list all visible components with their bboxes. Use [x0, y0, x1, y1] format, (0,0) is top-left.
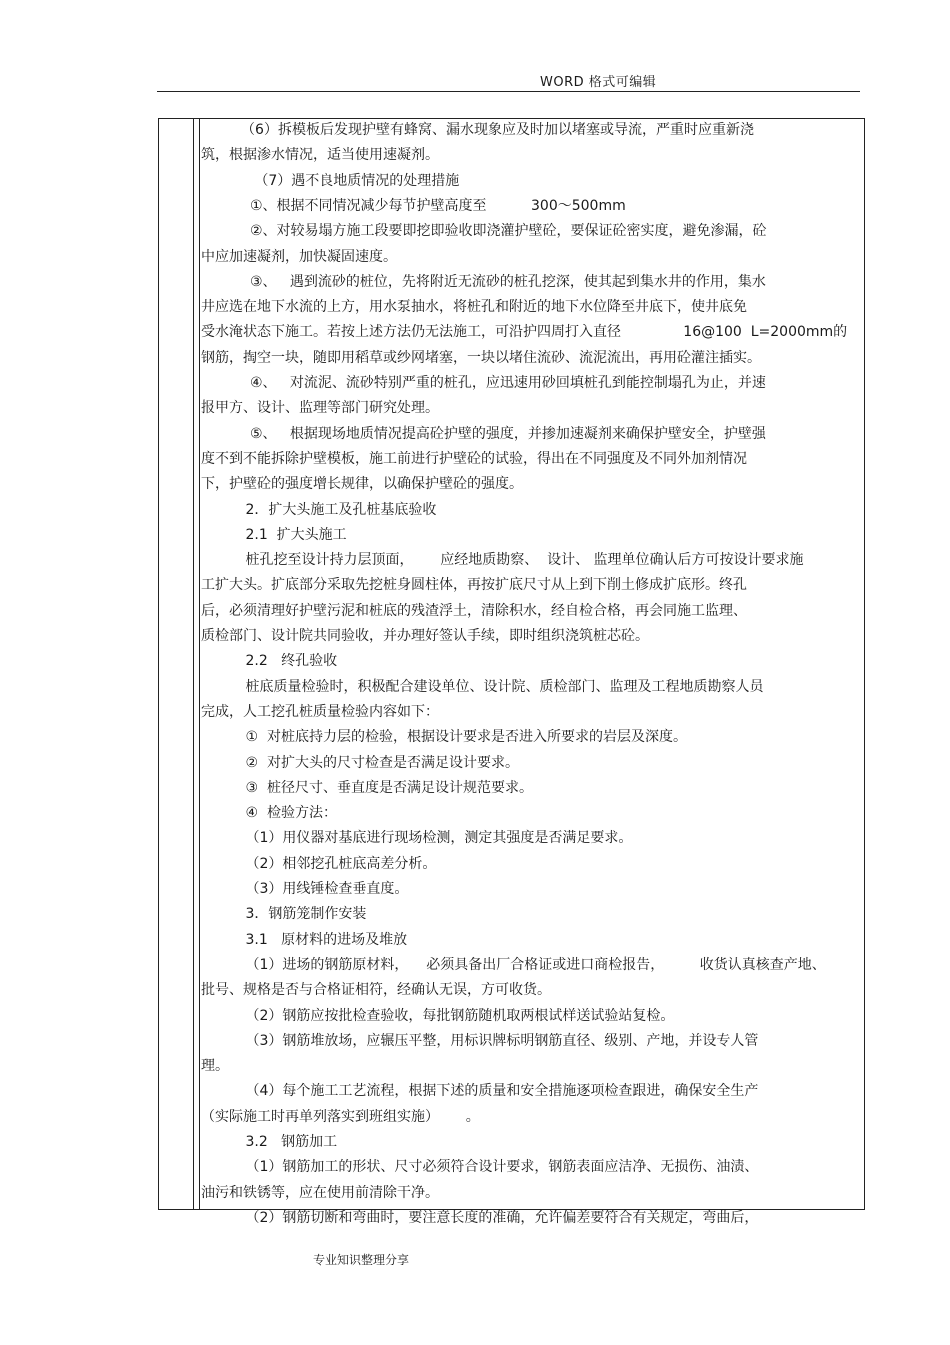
text-line: 3.1 原材料的进场及堆放 — [201, 931, 408, 948]
text-line: 2.1 扩大头施工 — [201, 526, 347, 543]
text-line: 2.2 终孔验收 — [201, 653, 338, 670]
text-line: 钢筋，掏空一块，随即用稻草或纱网堵塞，一块以堵住流砂、流泥流出，再用砼灌注插实。 — [201, 349, 761, 366]
text-line: ④、 对流泥、流砂特别严重的桩孔，应迅速用砂回填桩孔到能控制塌孔为止，并速 — [201, 375, 766, 391]
text-line: ⑤、 根据现场地质情况提高砼护壁的强度，并掺加速凝剂来确保护壁安全，护壁强 — [201, 425, 766, 442]
text-line: 3．钢筋笼制作安装 — [201, 906, 367, 923]
text-line: 桩底质量检验时，积极配合建设单位、设计院、质检部门、监理及工程地质勘察人员 — [201, 678, 764, 695]
text-line: （6）拆模板后发现护壁有蜂窝、漏水现象应及时加以堵塞或导流，严重时应重新浇 — [201, 122, 754, 138]
text-line: 理。 — [201, 1058, 229, 1075]
text-line: 批号、规格是否与合格证相符，经确认无误，方可收货。 — [201, 982, 551, 999]
text-line: （1）用仪器对基底进行现场检测，测定其强度是否满足要求。 — [201, 830, 633, 847]
text-line: 中应加速凝剂，加快凝固速度。 — [201, 248, 397, 265]
text-line: ②、对较易塌方施工段要即挖即验收即浇灌护壁砼，要保证砼密实度，避免渗漏，砼 — [201, 223, 767, 240]
page-footer: 专业知识整理分享 — [313, 1253, 410, 1267]
text-line: ② 对扩大头的尺寸检查是否满足设计要求。 — [201, 754, 519, 771]
text-line: 质检部门、设计院共同验收，并办理好签认手续，即时组织浇筑桩芯砼。 — [201, 628, 649, 644]
text-line: （实际施工时再单列落实到班组实施） 。 — [201, 1108, 480, 1125]
header-divider — [157, 91, 860, 92]
text-line: （3）钢筋堆放场，应辗压平整，用标识牌标明钢筋直径、级别、产地，并设专人管 — [201, 1032, 759, 1049]
text-line: （2）钢筋切断和弯曲时，要注意长度的准确，允许偏差要符合有关规定，弯曲后， — [201, 1209, 759, 1226]
text-line: ①、根据不同情况减少每节护壁高度至 300～500mm — [201, 197, 626, 214]
table-column-divider-2 — [199, 119, 200, 1209]
text-line: （2）相邻挖孔桩底高差分析。 — [201, 855, 437, 872]
text-line: 度不到不能拆除护壁模板，施工前进行护壁砼的试验，得出在不同强度及不同外加剂情况 — [201, 450, 747, 467]
text-line: 工扩大头。扩底部分采取先挖桩身圆柱体，再按扩底尺寸从上到下削土修成扩底形。终孔 — [201, 577, 747, 594]
text-line: ③ 桩径尺寸、垂直度是否满足设计规范要求。 — [201, 779, 533, 796]
text-line: ① 对桩底持力层的检验，根据设计要求是否进入所要求的岩层及深度。 — [201, 729, 687, 746]
text-line: （4）每个施工工艺流程，根据下述的质量和安全措施逐项检查跟进，确保安全生产 — [201, 1083, 759, 1100]
text-line: 油污和铁锈等，应在使用前清除干净。 — [201, 1184, 439, 1201]
text-line: 筑，根据渗水情况，适当使用速凝剂。 — [201, 147, 439, 164]
page-header: WORD 格式可编辑 — [540, 75, 657, 90]
table-column-divider-1 — [193, 119, 194, 1209]
text-line: ③、 遇到流砂的桩位，先将附近无流砂的桩孔挖深，使其起到集水井的作用，集水 — [201, 273, 766, 290]
text-line: （1）钢筋加工的形状、尺寸必须符合设计要求，钢筋表面应洁净、无损伤、油渍、 — [201, 1159, 759, 1176]
text-line: 受水淹状态下施工。若按上述方法仍无法施工，可沿护四周打入直径 16@100 L=2000mm的 — [201, 324, 848, 341]
text-line: 桩孔挖至设计持力层顶面， 应经地质勘察、 设计、 监理单位确认后方可按设计要求施 — [201, 552, 804, 569]
text-line: 报甲方、设计、监理等部门研究处理。 — [201, 400, 439, 417]
text-line: （7）遇不良地质情况的处理措施 — [201, 172, 460, 189]
text-line: 完成，人工挖孔桩质量检验内容如下： — [201, 703, 439, 720]
text-line: 3.2 钢筋加工 — [201, 1134, 338, 1150]
text-line: 下，护壁砼的强度增长规律，以确保护壁砼的强度。 — [201, 476, 523, 493]
text-line: （1）进场的钢筋原材料， 必须具备出厂合格证或进口商检报告， 收货认真核查产地、 — [201, 956, 826, 973]
text-line: 后，必须清理好护壁污泥和桩底的残渣浮土，清除积水，经自检合格，再会同施工监理、 — [201, 602, 747, 619]
text-line: 井应选在地下水流的上方，用水泵抽水，将桩孔和附近的地下水位降至井底下，使井底免 — [201, 299, 747, 316]
text-line: 2．扩大头施工及孔桩基底验收 — [201, 501, 437, 518]
text-line: ④ 检验方法： — [201, 805, 337, 822]
content-table — [158, 118, 865, 1226]
text-line: （3）用线锤检查垂直度。 — [201, 881, 409, 897]
text-line: （2）钢筋应按批检查验收，每批钢筋随机取两根试样送试验站复检。 — [201, 1007, 675, 1024]
